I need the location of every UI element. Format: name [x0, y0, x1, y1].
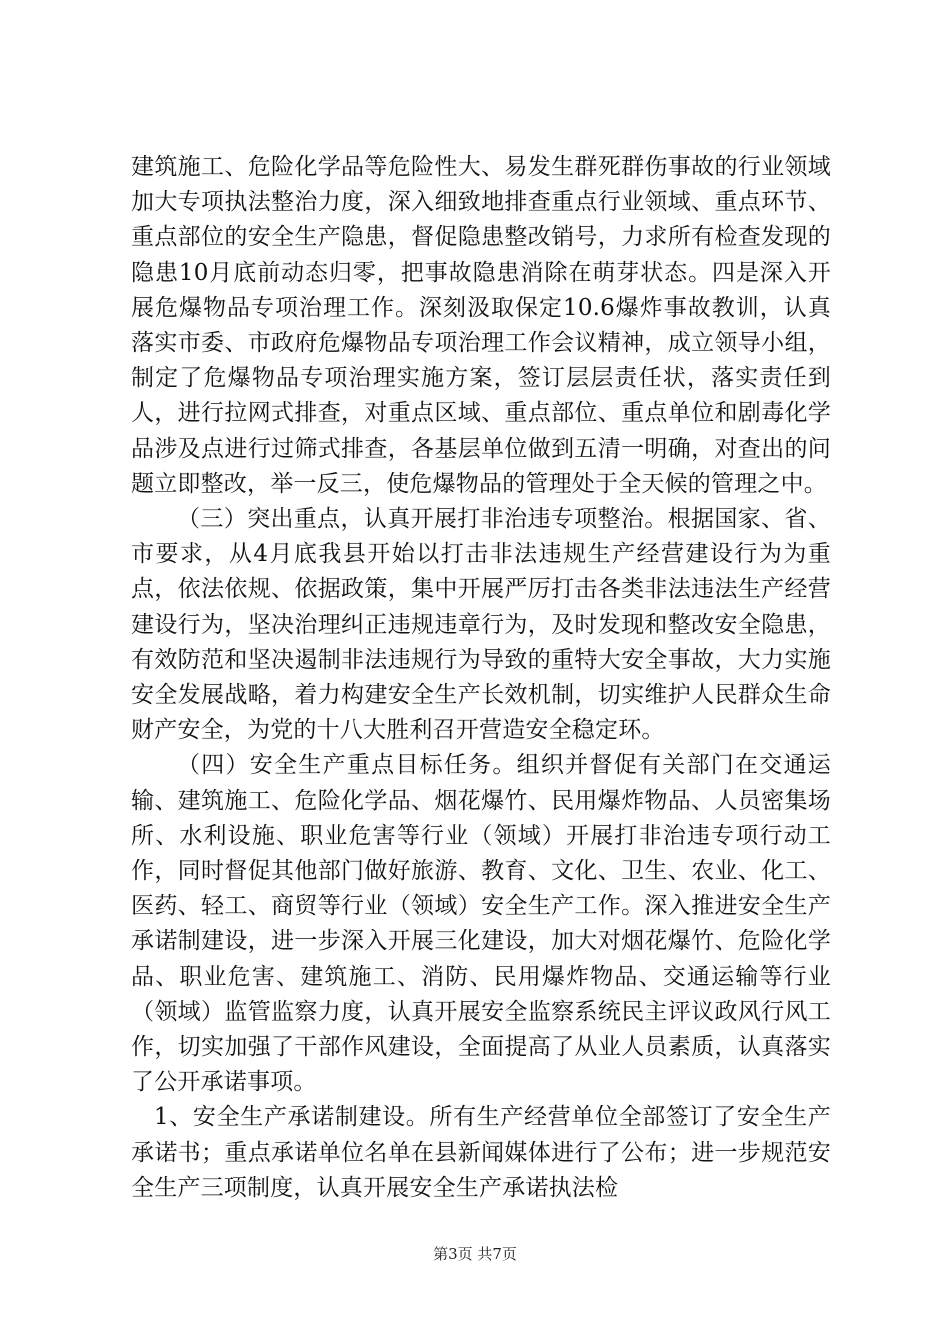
paragraph-section-three: （三）突出重点，认真开展打非治违专项整治。根据国家、省、市要求，从4月底我县开始以打击非法违规生产经营建设行为为重点，依法依规、依据政策，集中开展严厉打击各类非法违法生产经营建设行为，坚决治理纠正违规违章行为，及时发现和整改安全隐患，有效防范和坚决遏制非法违规行为导致的重特大安全事故，大力实施安全发展战略，着力构建安全生产长效机制，切实维护人民群众生命财产安全，为党的十八大胜利召开营造安全稳定环。: [131, 506, 831, 744]
page-footer: 第3页 共7页: [433, 1245, 517, 1263]
paragraph-section-four: （四）安全生产重点目标任务。组织并督促有关部门在交通运输、建筑施工、危险化学品、烟花爆竹、民用爆炸物品、人员密集场所、水利设施、职业危害等行业（领域）开展打非治违专项行动工作，同时督促其他部门做好旅游、教育、文化、卫生、农业、化工、医药、轻工、商贸等行业（领域）安全生产工作。深入推进安全生产承诺制建设，进一步深入开展三化建设，加大对烟花爆竹、危险化学品、职业危害、建筑施工、消防、民用爆炸物品、交通运输等行业（领域）监管监察力度，认真开展安全监察系统民主评议政风行风工作，切实加强了干部作风建设，全面提高了从业人员素质，认真落实了公开承诺事项。: [131, 752, 831, 1096]
document-body: [131, 150, 831, 1206]
paragraph-item-one: 1、安全生产承诺制建设。所有生产经营单位全部签订了安全生产承诺书；重点承诺单位名单在县新闻媒体进行了公布；进一步规范安全生产三项制度，认真开展安全生产承诺执法检: [131, 1104, 831, 1201]
paragraph-continuation: 建筑施工、危险化学品等危险性大、易发生群死群伤事故的行业领域加大专项执法整治力度，深入细致地排查重点行业领域、重点环节、重点部位的安全生产隐患，督促隐患整改销号，力求所有检查发现的隐患10月底前动态归零，把事故隐患消除在萌芽状态。四是深入开展危爆物品专项治理工作。深刻汲取保定10.6爆炸事故教训，认真落实市委、市政府危爆物品专项治理工作会议精神，成立领导小组，制定了危爆物品专项治理实施方案，签订层层责任状，落实责任到人，进行拉网式排查，对重点区域、重点部位、重点单位和剧毒化学品涉及点进行过筛式排查，各基层单位做到五清一明确，对查出的问题立即整改，举一反三，使危爆物品的管理处于全天候的管理之中。: [131, 154, 831, 497]
